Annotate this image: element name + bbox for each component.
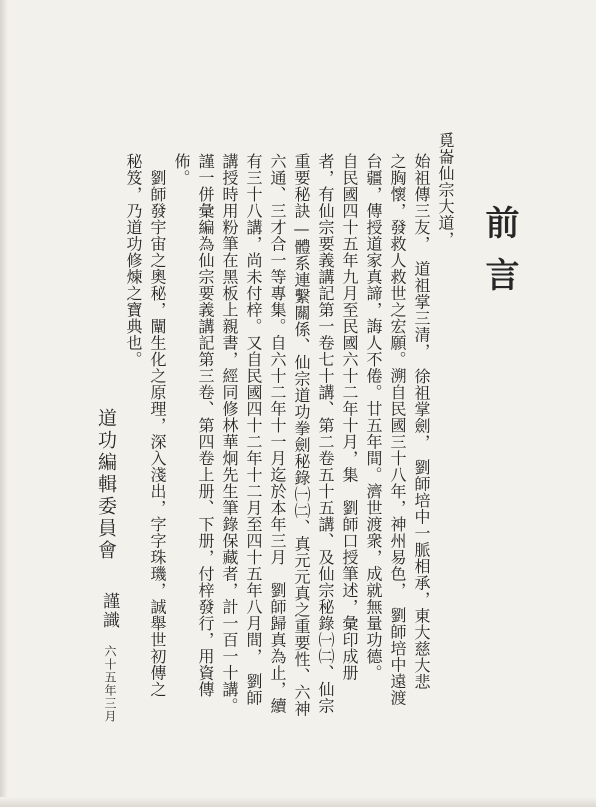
body-column-3: 之胸懷，發救人救世之宏願。溯自民國三十八年，神州易色， 劉師培中遠渡 [388, 153, 407, 706]
body-column-13: 劉師發宇宙之奧秘，闡生化之原理，深入淺出，字字珠璣，誠舉世初傳之 [148, 153, 167, 698]
signature-date: 六十五年三月 [103, 645, 117, 723]
body-column-10: 講授時用粉筆在黑板上親書，經同修林華炯先生筆錄保藏者，計一百一十講。 [220, 153, 239, 714]
body-column-9: 有三十八講，尚未付梓。又自民國四十二年十二月至四十五年八月間， 劉師 [244, 153, 263, 706]
body-column-7: 重要秘訣—體系連繫關係、仙宗道功拳劍秘錄㈠㈡、真元元真之重要性、六神 [292, 153, 311, 717]
body-column-5: 自民國四十五年九月至民國六十二年十月，集 劉師口授筆述，彙印成册 [340, 153, 359, 681]
body-column-1: 覓崙仙宗大道， [436, 132, 455, 248]
body-column-14: 秘笈，乃道功修煉之寶典也。 [124, 153, 143, 368]
body-column-12: 佈。 [172, 153, 191, 186]
body-column-8: 六通、三才合一等專集。自六十二年十一月迄於本年三月 劉師歸真為止，續 [268, 153, 287, 714]
page-title: 前言 [479, 205, 519, 309]
signature-organization: 道功編輯委員會 [95, 408, 117, 562]
page-binding-shadow [0, 0, 8, 807]
body-column-2: 始祖傳三友， 道祖掌三清， 徐祖掌劍， 劉師培中一脈相承，東大慈大悲 [412, 153, 431, 690]
signature-respect: 謹識 [99, 592, 119, 630]
page-bottom-shadow [0, 797, 596, 807]
body-column-4: 台疆，傳授道家真諦，誨人不倦。廿五年間。濟世渡衆，成就無量功德。 [364, 153, 383, 681]
body-column-6: 者，有仙宗要義講記第一卷七十講、第二卷五十五講、及仙宗秘錄㈠㈡、仙宗 [316, 153, 335, 714]
body-column-11: 謹一併彙編為仙宗要義講記第三卷、第四卷上册、下册，付梓發行，用資傳 [196, 153, 215, 698]
